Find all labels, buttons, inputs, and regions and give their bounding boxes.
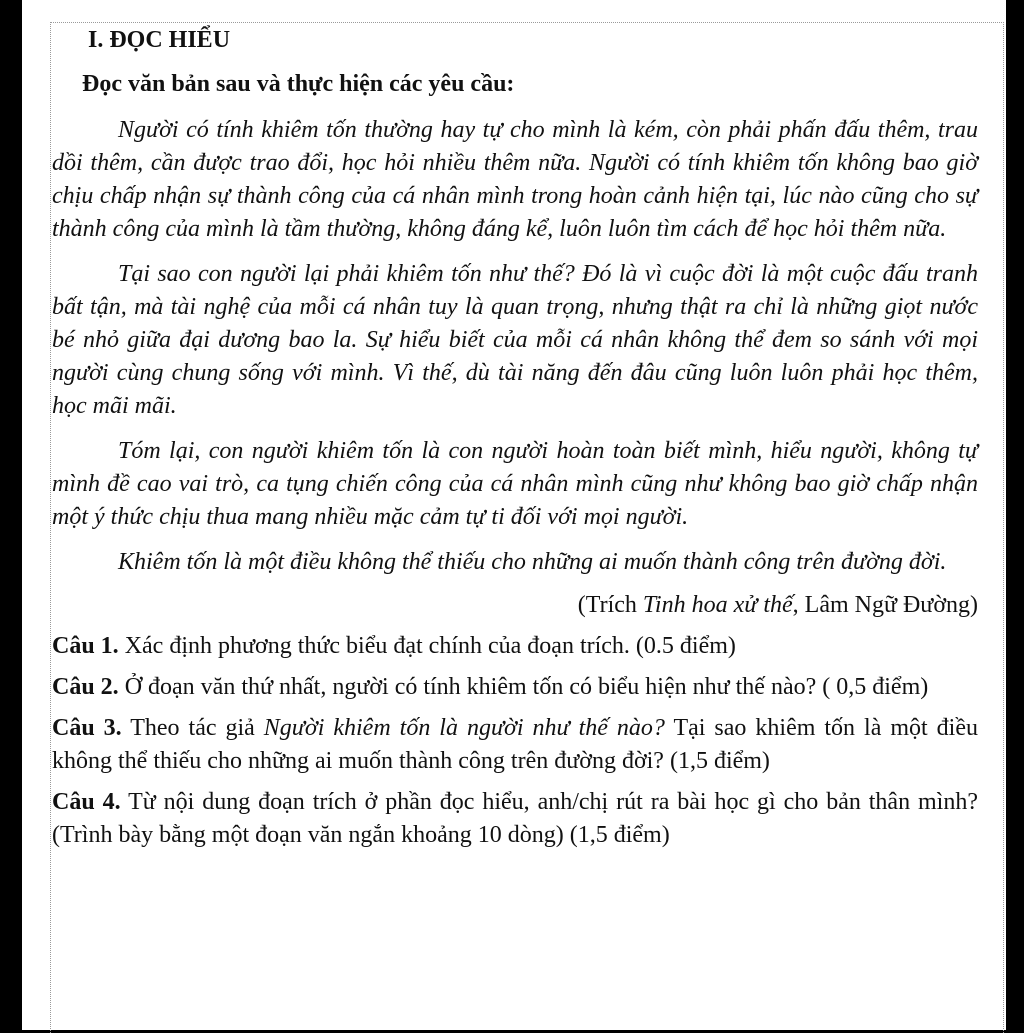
question-4-label: Câu 4. bbox=[52, 789, 121, 815]
question-2 bbox=[52, 671, 978, 704]
source-suffix: , Lâm Ngữ Đường) bbox=[792, 592, 978, 618]
source-prefix: (Trích bbox=[577, 592, 643, 618]
source-citation bbox=[52, 589, 978, 622]
question-1 bbox=[52, 630, 978, 663]
passage-paragraph-3: Tóm lại, con người khiêm tốn là con người hoàn toàn biết mình, hiểu người, không tự mình đề cao vai trò, ca tụng chiến công của cá nhân mình cũng như không bao giờ chấp nhận một ý thức chịu thua mang nhiều mặc cảm tự ti đối với mọi người. bbox=[52, 438, 978, 530]
passage-paragraph-4: Khiêm tốn là một điều không thể thiếu cho những ai muốn thành công trên đường đời. bbox=[118, 549, 947, 575]
source-book-title: Tinh hoa xử thế bbox=[642, 592, 793, 618]
document-content bbox=[52, 22, 978, 852]
question-4 bbox=[52, 786, 978, 852]
question-3-text-before: Theo tác giả bbox=[121, 715, 264, 741]
question-2-text: Ở đoạn văn thứ nhất, người có tính khiêm tốn có biểu hiện như thế nào? ( 0,5 điểm) bbox=[118, 674, 929, 700]
question-3 bbox=[52, 712, 978, 778]
section-title: I. ĐỌC HIỂU bbox=[88, 27, 231, 53]
passage-paragraph-1: Người có tính khiêm tốn thường hay tự cho mình là kém, còn phải phấn đấu thêm, trau dồi thêm, cần được trao đổi, học hỏi nhiều thêm nữa. Người có tính khiêm tốn không bao giờ chịu chấp nhận sự thành công của cá nhân mình trong hoàn cảnh hiện tại, lúc nào cũng cho sự thành công của mình là tầm thường, không đáng kể, luôn luôn tìm cách để học hỏi thêm nữa. bbox=[52, 117, 978, 242]
question-2-label: Câu 2. bbox=[52, 674, 119, 700]
question-1-label: Câu 1. bbox=[52, 633, 119, 659]
question-1-text: Xác định phương thức biểu đạt chính của đoạn trích. (0.5 điểm) bbox=[118, 633, 736, 659]
question-4-text: Từ nội dung đoạn trích ở phần đọc hiểu, anh/chị rút ra bài học gì cho bản thân mình? (Trình bày bằng một đoạn văn ngắn khoảng 10 dòng) (1,5 điểm) bbox=[52, 789, 978, 848]
instruction: Đọc văn bản sau và thực hiện các yêu cầu: bbox=[82, 71, 515, 97]
question-3-italic: Người khiêm tốn là người như thế nào? bbox=[263, 715, 665, 741]
question-3-label: Câu 3. bbox=[52, 715, 122, 741]
document-page bbox=[22, 0, 1006, 1030]
passage-paragraph-2: Tại sao con người lại phải khiêm tốn như thế? Đó là vì cuộc đời là một cuộc đấu tranh bất tận, mà tài nghệ của mỗi cá nhân tuy là quan trọng, nhưng thật ra chỉ là những giọt nước bé nhỏ giữa đại dương bao la. Sự hiểu biết của mỗi cá nhân không thể đem so sánh với mọi người cùng chung sống với mình. Vì thế, dù tài năng đến đâu cũng luôn luôn phải học thêm, học mãi mãi. bbox=[52, 261, 978, 419]
question-3-text-after: Tại sao khiêm tốn là một điều không thể thiếu cho những ai muốn thành công trên đường đời? (1,5 điểm) bbox=[52, 715, 978, 774]
